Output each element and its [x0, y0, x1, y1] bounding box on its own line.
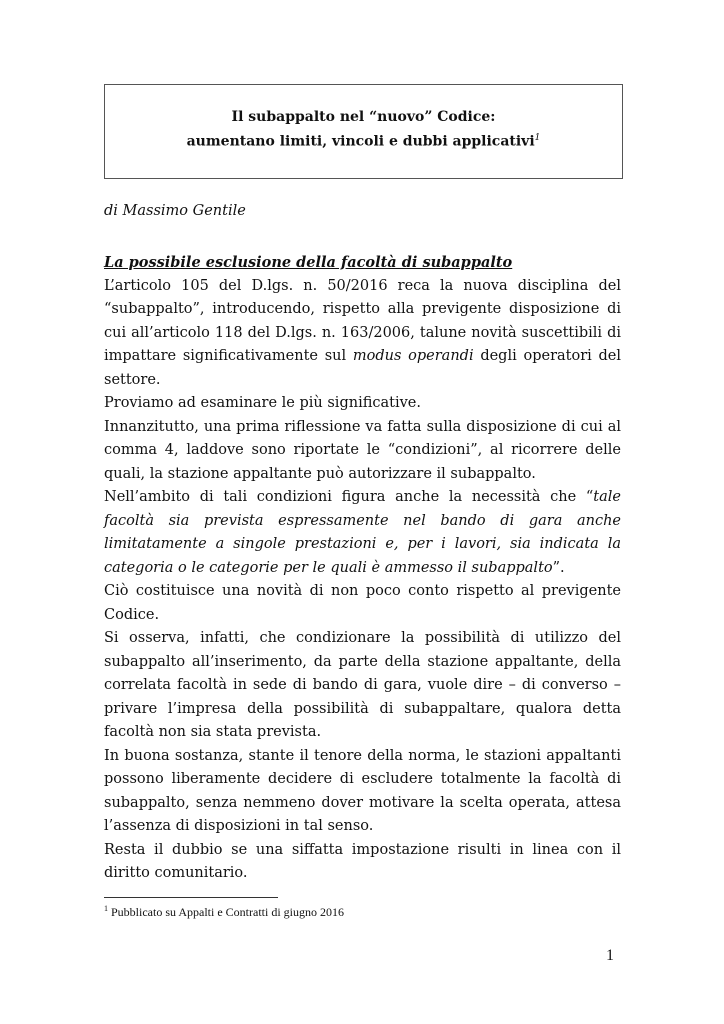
title-line-2-text: aumentano limiti, vincoli e dubbi applicativi [186, 133, 535, 150]
paragraph-1-italic: modus operandi [352, 348, 474, 364]
paragraph-3: Innanzitutto, una prima riflessione va fatta sulla disposizione di cui al comma 4, laddove sono riportate le “condizioni”, al ricorrere delle quali, la stazione appaltante può autorizzare il subappalto. [104, 418, 621, 482]
document-body [104, 251, 621, 886]
paragraph-6: Si osserva, infatti, che condizionare la possibilità di utilizzo del subappalto all’inserimento, da parte della stazione appaltante, della correlata facoltà in sede di bando di gara, vuole dire – di converso – privare l’impresa della possibilità di subappaltare, qualora detta facoltà non sia stata prevista. [104, 630, 621, 740]
paragraph-8: Resta il dubbio se una siffatta impostazione risulti in linea con il diritto comunitario. [104, 841, 621, 881]
paragraph-4-end: ”. [552, 559, 565, 576]
paragraph-7: In buona sostanza, stante il tenore della norma, le stazioni appaltanti possono liberamente decidere di escludere totalmente la facoltà di subappalto, senza nemmeno dover motivare la scelta operata, attesa l’assenza di disposizioni in tal senso. [104, 747, 621, 834]
paragraph-4-text: Nell’ambito di tali condizioni figura anche la necessità che “ [104, 489, 594, 505]
section-heading: La possibile esclusione della facoltà di subappalto [104, 254, 513, 271]
footnote-number: 1 [104, 904, 108, 913]
paragraph-4 [104, 486, 621, 580]
title-footnote-ref: 1 [534, 133, 541, 143]
footnote [104, 904, 344, 920]
paragraph-5: Ciò costituisce una novità di non poco conto rispetto al previgente Codice. [104, 583, 621, 623]
title-box [104, 84, 623, 179]
paragraph-1 [104, 275, 621, 393]
paragraph-1-end: degli operatori del settore. [104, 348, 621, 388]
footnote-separator [104, 897, 278, 898]
title-line-1: Il subappalto nel “nuovo” Codice: [231, 109, 496, 125]
paragraph-2: Proviamo ad esaminare le più significative. [104, 395, 421, 411]
page-number: 1 [606, 947, 614, 964]
footnote-text: Pubblicato su Appalti e Contratti di giugno 2016 [108, 905, 344, 919]
paragraph-4-quote: tale facoltà sia prevista espressamente nel bando di gara anche limitatamente a singole prestazioni e, per i lavori, sia indicata la categoria o le categorie per le quali è ammesso il subappalto [104, 489, 621, 576]
author-byline: di Massimo Gentile [104, 203, 246, 219]
title-line-2 [105, 133, 622, 150]
paragraph-1-text: L’articolo 105 del D.lgs. n. 50/2016 reca la nuova disciplina del “subappalto”, introducendo, rispetto alla previgente disposizione di cui all’articolo 118 del D.lgs. n. 163/2006, talune novità suscettibili di impattare significativamente sul [104, 277, 621, 364]
